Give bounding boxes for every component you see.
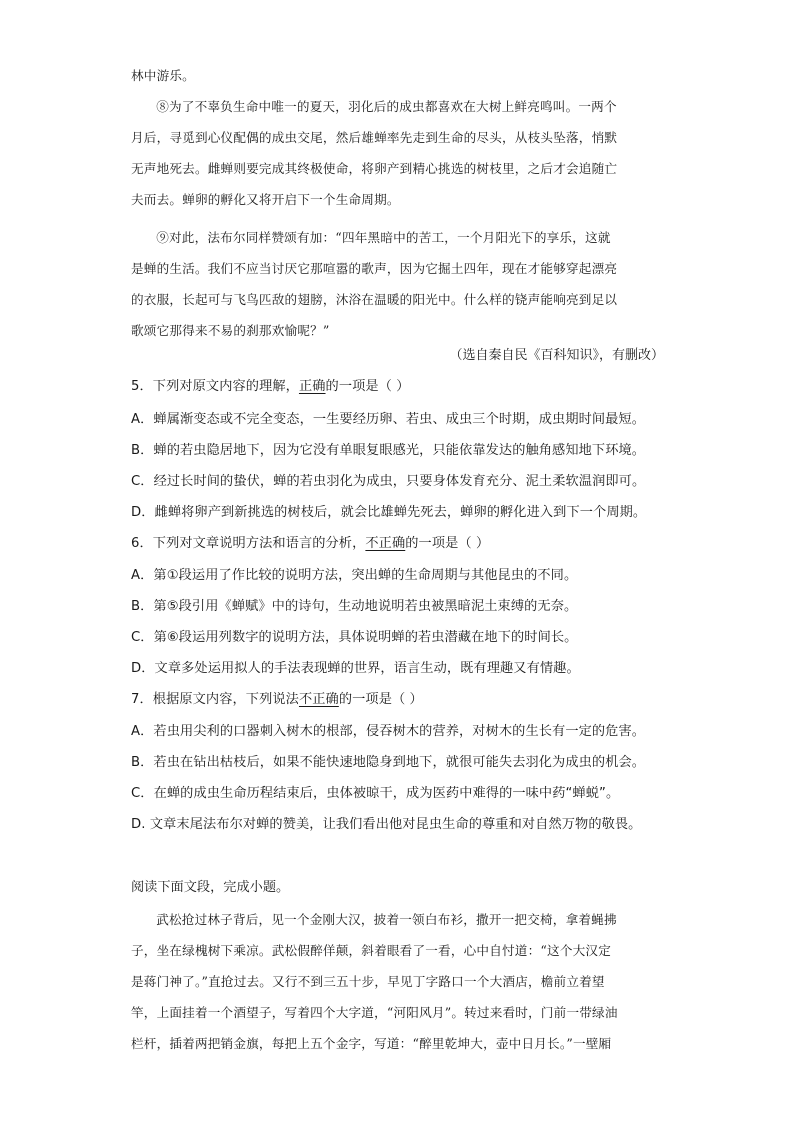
question-stem-text: 5．下列对原文内容的理解， [131,379,299,394]
question-6-option-a[interactable]: A．第①段运用了作比较的说明方法，突出蝉的生命周期与其他昆虫的不同。 [131,568,578,583]
question-stem-text: 的一项是（ ） [338,692,423,707]
question-6-stem [131,530,667,558]
question-5-option-b[interactable]: B．蝉的若虫隐居地下，因为它没有单眼复眼感光，只能依靠发达的触角感知地下环境。 [131,443,646,458]
question-5-option-a[interactable]: A．蝉属渐变态或不完全变态，一生要经历卵、若虫、成虫三个时期，成虫期时间最短。 [131,412,646,427]
question-5-option-d[interactable]: D．雌蝉将卵产到新挑选的树枝后，就会比雄蝉先死去，蝉卵的孵化进入到下一个周期。 [131,505,647,520]
question-stem-emphasis: 不正确 [365,536,406,551]
question-stem-text: 6．下列对文章说明方法和语言的分析， [131,536,366,551]
passage-2-line-3: 是蒋门神了。”直抢过去。又行不到三五十步，早见丁字路口一个大酒店，檐前立着望 [131,974,605,989]
question-stem-emphasis: 不正确 [298,692,339,707]
question-6-option-b[interactable]: B．第⑤段引用《蝉赋》中的诗句，生动地说明若虫被黑暗泥土束缚的无奈。 [131,599,578,614]
paragraph-9-line-2: 是蝉的生活。我们不应当讨厌它那喧嚣的歌声，因为它掘土四年，现在才能够穿起漂亮 [131,261,618,276]
paragraph-9-line-4: 歌颂它那得来不易的刹那欢愉呢？” [131,323,330,338]
question-7-option-d[interactable]: D. 文章末尾法布尔对蝉的赞美，让我们看出他对昆虫生命的尊重和对自然万物的敬畏。 [131,817,642,832]
passage-2-line-5: 栏杆，插着两把销金旗，每把上五个金字，写道：“醉里乾坤大，壶中日月长。”一壁厢 [131,1036,612,1051]
source-citation: （选自秦自民《百科知识》，有删改） [449,348,664,363]
question-stem-text: 的一项是（ ） [325,379,410,394]
question-6-option-c[interactable]: C．第⑥段运用列数字的说明方法，具体说明蝉的若虫潜藏在地下的时间长。 [131,630,578,645]
question-7-option-a[interactable]: A．若虫用尖利的口器刺入树木的根部，侵吞树木的营养，对树木的生长有一定的危害。 [131,724,646,739]
reading-instruction: 阅读下面文段，完成小题。 [131,880,290,895]
question-5-option-c[interactable]: C．经过长时间的蛰伏，蝉的若虫羽化为成虫，只要身体发育充分、泥土柔软温润即可。 [131,474,646,489]
paragraph-9-line-1: ⑨对此，法布尔同样赞颂有加：“四年黑暗中的苦工，一个月阳光下的享乐，这就 [156,230,611,245]
question-stem-emphasis: 正确 [298,379,326,394]
passage-2-line-4: 竿，上面挂着一个酒望子，写着四个大字道，“河阳风月”。转过来看时，门前一带绿油 [131,1005,618,1020]
paragraph-8-line-3: 无声地死去。雌蝉则要完成其终极使命，将卵产到精心挑选的树枝里，之后才会追随亡 [131,161,618,176]
question-stem-text: 7．根据原文内容，下列说法 [131,692,299,707]
paragraph-8-line-4: 夫而去。蝉卵的孵化又将开启下一个生命周期。 [131,192,400,207]
question-7-option-c[interactable]: C．在蝉的成虫生命历程结束后，虫体被晾干，成为医药中难得的一味中药“蝉蜕”。 [131,786,620,801]
question-7-stem [131,686,667,714]
passage-line: 林中游乐。 [131,68,195,83]
passage-2-line-1: 武松抢过林子背后，见一个金刚大汉，披着一领白布衫，撒开一把交椅，拿着蝇拂 [156,912,617,927]
paragraph-8-line-1: ⑧为了不辜负生命中唯一的夏天，羽化后的成虫都喜欢在大树上鲜亮鸣叫。一两个 [156,99,617,114]
paragraph-9-line-3: 的衣服，长起可与飞鸟匹敌的翅膀，沐浴在温暖的阳光中。什么样的铙声能响亮到足以 [131,292,618,307]
paragraph-8-line-2: 月后，寻觅到心仪配偶的成虫交尾，然后雄蝉率先走到生命的尽头，从枝头坠落，悄默 [131,130,618,145]
question-5-stem [131,373,667,401]
question-6-option-d[interactable]: D．文章多处运用拟人的手法表现蝉的世界，语言生动，既有理趣又有情趣。 [131,661,580,676]
question-7-option-b[interactable]: B．若虫在钻出枯枝后，如果不能快速地隐身到地下，就很可能失去羽化为成虫的机会。 [131,755,646,770]
question-stem-text: 的一项是（ ） [405,536,490,551]
passage-2-line-2: 子，坐在绿槐树下乘凉。武松假醉佯颠，斜着眼看了一看，心中自忖道：“这个大汉定 [131,943,612,958]
